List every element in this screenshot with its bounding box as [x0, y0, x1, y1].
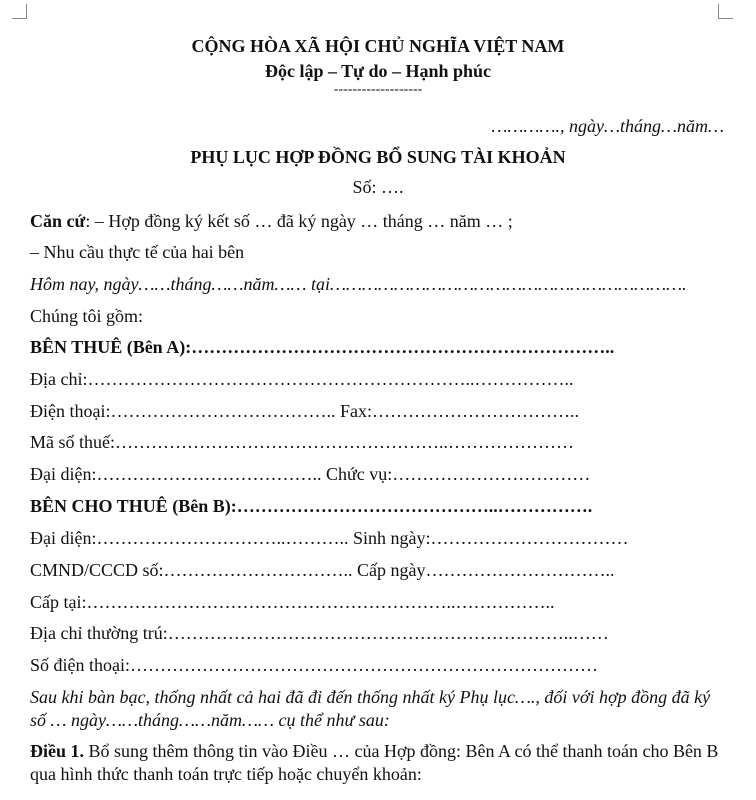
document-number: Số: …. — [352, 177, 404, 197]
party-b-residence: Địa chỉ thường trú:…………………………………………………………..…… — [30, 623, 609, 643]
country-name: CỘNG HÒA XÃ HỘI CHỦ NGHĨA VIỆT NAM — [191, 36, 565, 56]
party-a-tax-code: Mã số thuế:………………………………………………..………………… — [30, 432, 574, 452]
date-place: …………., ngày…tháng…năm… — [491, 116, 724, 136]
article-1-label: Điều 1. — [30, 741, 84, 761]
party-b-heading: BÊN CHO THUÊ (Bên B):……………………………………..……………. — [30, 496, 593, 516]
article-1 — [30, 740, 726, 786]
party-b-issued-at: Cấp tại:……………………………………………………..…………….. — [30, 592, 555, 612]
party-a-heading: BÊN THUÊ (Bên A):…………………………………………………………….. — [30, 337, 615, 357]
national-motto: Độc lập – Tự do – Hạnh phúc — [264, 61, 492, 81]
basis-label: Căn cứ — [30, 211, 86, 231]
basis-line-2: – Nhu cầu thực tế của hai bên — [30, 242, 245, 262]
header-divider: ------------------- — [333, 82, 423, 97]
article-1-text: Bổ sung thêm thông tin vào Điều … của Hợp đồng: Bên A có thể thanh toán cho Bên B qua hình thức thanh toán trực tiếp hoặc chuyển khoản: — [30, 741, 719, 784]
basis-line-1 — [30, 210, 726, 232]
today-line: Hôm nay, ngày……tháng……năm…… tại…………………………………………………………. — [30, 274, 687, 294]
agreement-paragraph: Sau khi bàn bạc, thống nhất cả hai đã đi đến thống nhất ký Phụ lục…., đối với hợp đồng đã ký số … ngày……tháng……năm…… cụ thể như sau: — [30, 687, 711, 730]
party-b-phone: Số điện thoại:…………………………………………………………………… — [30, 655, 598, 675]
document-title: PHỤ LỤC HỢP ĐỒNG BỔ SUNG TÀI KHOẢN — [190, 147, 566, 167]
party-a-address: Địa chỉ:………………………………………………………..…………….. — [30, 369, 574, 389]
party-a-phone-fax: Điện thoại:……………………………….. Fax:…………………………….. — [30, 401, 579, 421]
we-include: Chúng tôi gồm: — [30, 306, 144, 326]
party-b-representative: Đại diện:…………………………..……….. Sinh ngày:…………………………… — [30, 528, 629, 548]
party-a-representative: Đại diện:……………………………….. Chức vụ:…………………………… — [30, 464, 591, 484]
crop-mark-top-right — [718, 4, 733, 19]
crop-mark-top-left — [12, 4, 27, 19]
party-b-id-card: CMND/CCCD số:………………………….. Cấp ngày………………………….. — [30, 560, 615, 580]
basis-text: : – Hợp đồng ký kết số … đã ký ngày … tháng … năm … ; — [85, 211, 513, 231]
